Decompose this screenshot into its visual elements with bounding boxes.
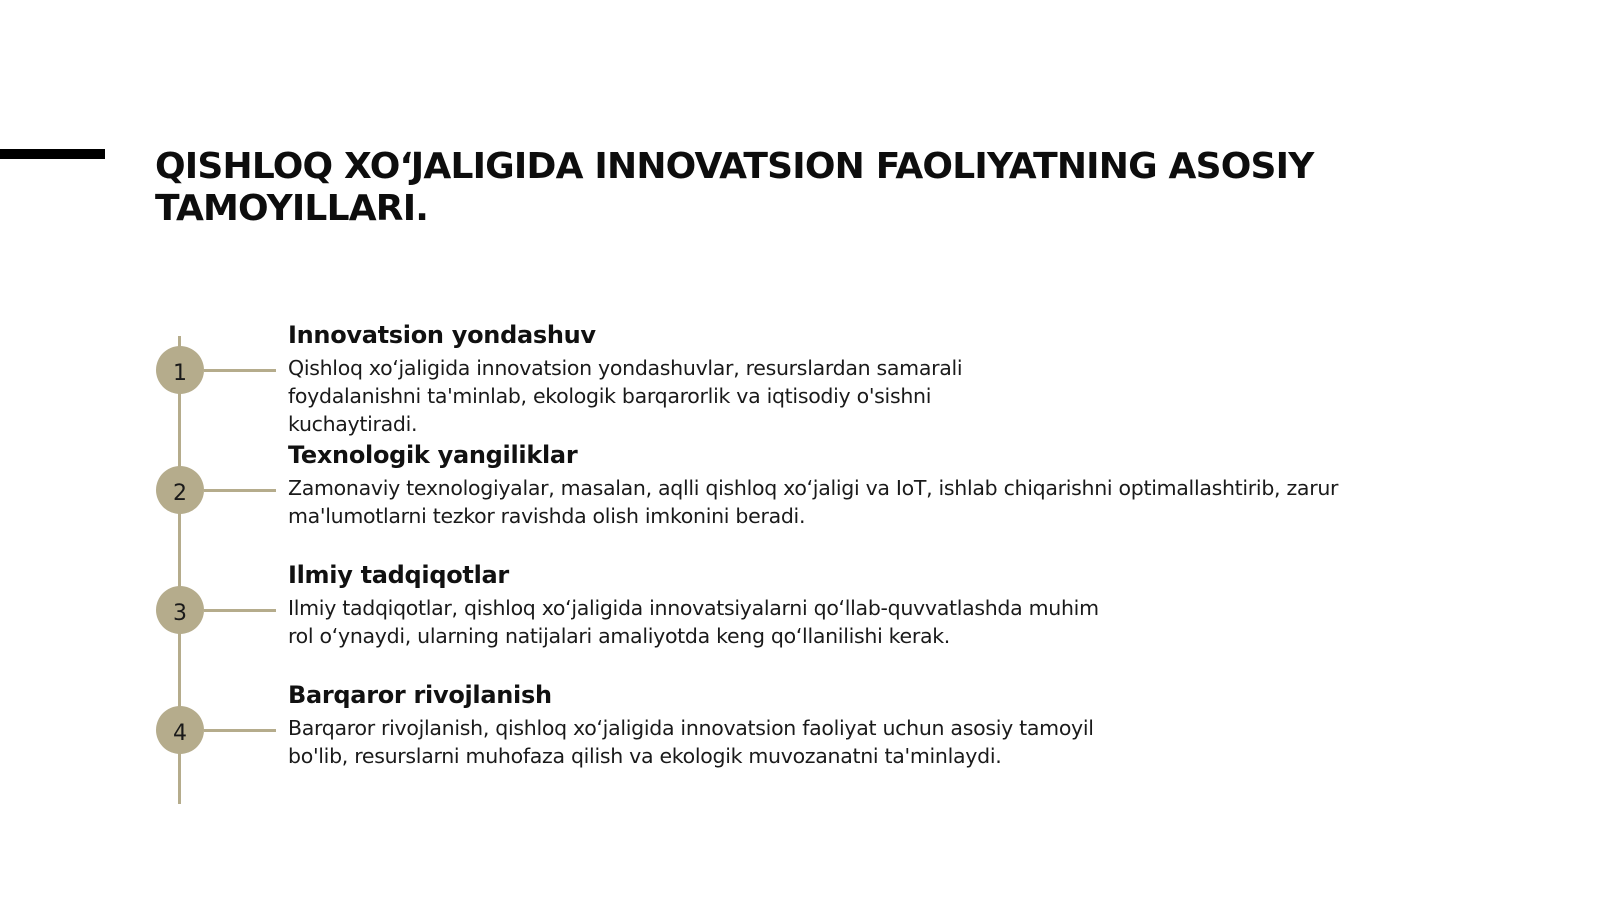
step-connector (204, 369, 276, 372)
step-heading: Texnologik yangiliklar (288, 441, 578, 469)
step-heading: Barqaror rivojlanish (288, 681, 552, 709)
step-connector (204, 609, 276, 612)
step-description: Ilmiy tadqiqotlar, qishloq xo‘jaligida innovatsiyalarni qo‘llab-quvvatlashda muhim rol o‘ynaydi, ularning natijalari amaliyotda keng qo‘llanilishi kerak. (288, 596, 1099, 648)
step-content (288, 680, 1108, 770)
step-description: Barqaror rivojlanish, qishloq xo‘jaligida innovatsion faoliyat uchun asosiy tamoyil bo'lib, resurslarni muhofaza qilish va ekologik muvozanatni ta'minlaydi. (288, 716, 1094, 768)
step-heading: Ilmiy tadqiqotlar (288, 561, 509, 589)
step-heading: Innovatsion yondashuv (288, 321, 596, 349)
step-number-badge: 1 (156, 346, 204, 394)
step-content (288, 320, 1058, 438)
title-accent-bar (0, 149, 105, 159)
step-content (288, 560, 1128, 650)
slide-title: QISHLOQ XO‘JALIGIDA INNOVATSION FAOLIYATNING ASOSIY TAMOYILLARI. (155, 146, 1314, 229)
step-connector (204, 489, 276, 492)
step-description: Zamonaviy texnologiyalar, masalan, aqlli qishloq xo‘jaligi va IoT, ishlab chiqarishni optimallashtirib, zarur ma'lumotlarni tezkor ravishda olish imkonini beradi. (288, 476, 1339, 528)
step-description: Qishloq xo‘jaligida innovatsion yondashuvlar, resurslardan samarali foydalanishni ta'minlab, ekologik barqarorlik va iqtisodiy o'sishni kuchaytiradi. (288, 356, 963, 436)
step-content (288, 440, 1458, 530)
step-number-badge: 3 (156, 586, 204, 634)
step-number-badge: 4 (156, 706, 204, 754)
step-connector (204, 729, 276, 732)
step-number-badge: 2 (156, 466, 204, 514)
